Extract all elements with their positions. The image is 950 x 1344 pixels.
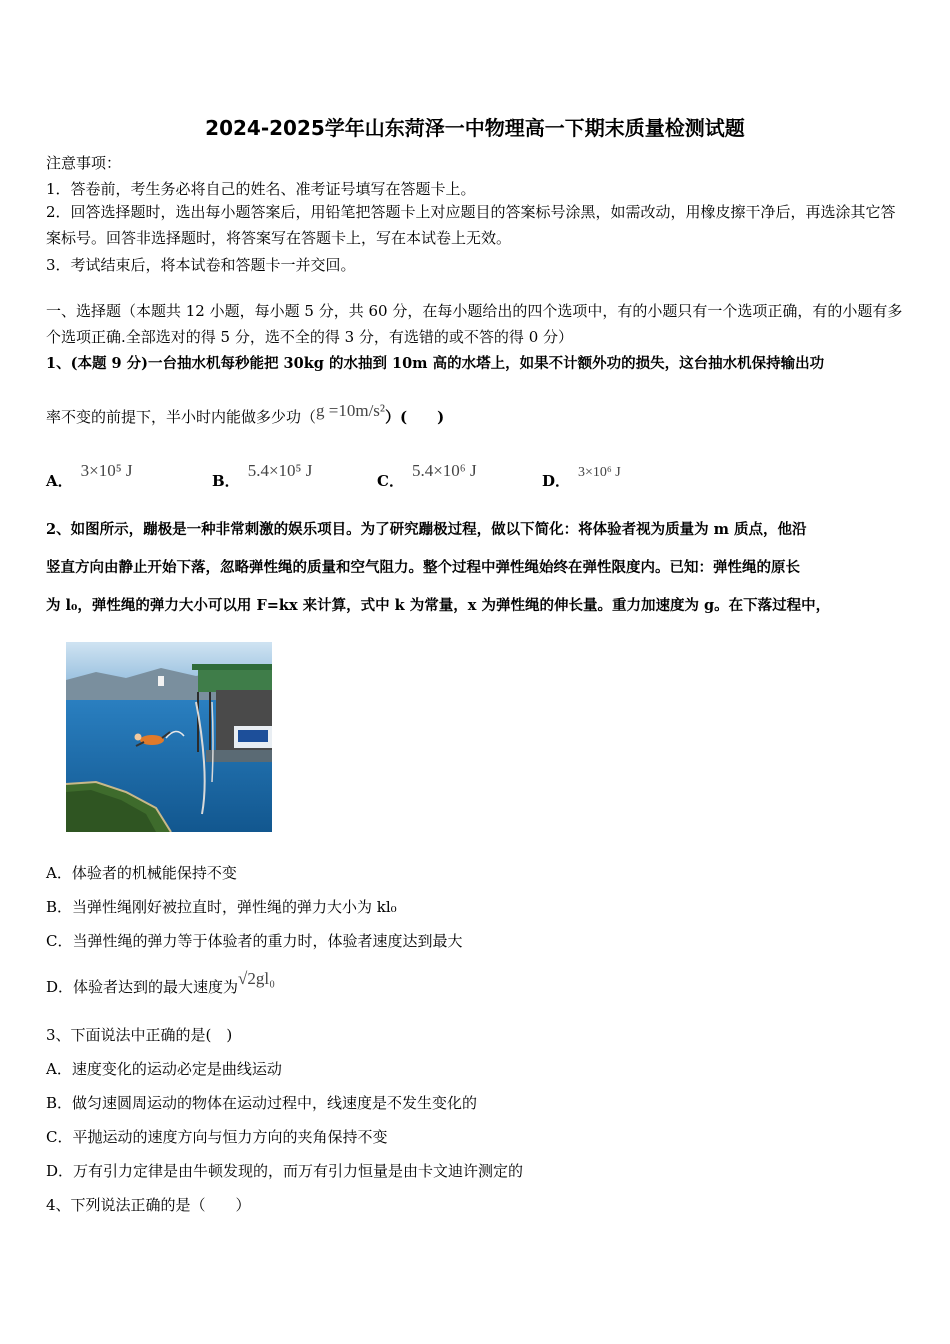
question-2-option-d-formula: √2gl₀ bbox=[238, 969, 276, 988]
question-1-line2 bbox=[46, 401, 445, 427]
question-3-option-a: A．速度变化的运动必定是曲线运动 bbox=[46, 1060, 282, 1078]
section-header: 一、选择题（本题共 12 小题，每小题 5 分，共 60 分，在每小题给出的四个选项中，有的小题只有一个选项正确，有的小题有多个选项正确.全部选对的得 5 分，选不全的得 3 分，有选错的或不答的得 0 分） bbox=[46, 302, 903, 346]
option-label: D． bbox=[542, 472, 571, 490]
question-2-option-a: A．体验者的机械能保持不变 bbox=[46, 864, 237, 882]
option-label: A． bbox=[46, 472, 73, 490]
option-value: 5.4×10⁵ J bbox=[247, 461, 313, 480]
option-value: 5.4×10⁶ J bbox=[411, 461, 477, 480]
option-value: 3×10⁶ J bbox=[578, 465, 621, 480]
question-2-option-d-text: D．体验者达到的最大速度为 bbox=[46, 978, 239, 996]
note-item-1: 1．答卷前，考生务必将自己的姓名、准考证号填写在答题卡上。 bbox=[46, 180, 476, 198]
note-item-3: 3．考试结束后，将本试卷和答题卡一并交回。 bbox=[46, 256, 356, 274]
question-3-stem: 3、下面说法中正确的是( ) bbox=[46, 1026, 233, 1044]
question-1-line1 bbox=[46, 352, 824, 373]
option-label: B． bbox=[212, 472, 240, 490]
question-2-option-b: B．当弹性绳刚好被拉直时，弹性绳的弹力大小为 kl₀ bbox=[46, 898, 397, 916]
question-1-option-b bbox=[212, 461, 313, 491]
notes-heading: 注意事项： bbox=[46, 154, 122, 172]
option-label: C． bbox=[377, 472, 404, 490]
question-3-option-c: C．平抛运动的速度方向与恒力方向的夹角保持不变 bbox=[46, 1128, 388, 1146]
question-2-line1: 2、如图所示，蹦极是一种非常刺激的娱乐项目。为了研究蹦极过程，做以下简化：将体验者视为质量为 m 质点，他沿 bbox=[46, 521, 807, 538]
question-4-stem: 4、下列说法正确的是（ ） bbox=[46, 1196, 251, 1214]
question-1-formula: g =10m/s² bbox=[316, 401, 386, 420]
question-2-line2: 竖直方向由静止开始下落，忽略弹性绳的质量和空气阻力。整个过程中弹性绳始终在弹性限度内。已知：弹性绳的原长 bbox=[46, 559, 800, 576]
exam-title: 2024-2025学年山东菏泽一中物理高一下期末质量检测试题 bbox=[205, 116, 745, 140]
option-value: 3×10⁵ J bbox=[80, 461, 133, 480]
question-1-option-d bbox=[542, 465, 621, 491]
question-2-option-d bbox=[46, 969, 276, 997]
bungee-scene-illustration bbox=[66, 642, 272, 832]
question-1-stem-cont: 率不变的前提下，半小时内能做多少功（ bbox=[46, 408, 317, 426]
question-1-option-a bbox=[46, 461, 133, 491]
note-item-2: 2．回答选择题时，选出每小题答案后，用铅笔把答题卡上对应题目的答案标号涂黑，如需改动，用橡皮擦干净后，再选涂其它答案标号。回答非选择题时，将答案写在答题卡上，写在本试卷上无效。 bbox=[46, 203, 896, 247]
question-1-number: 1、 bbox=[46, 355, 71, 372]
bungee-jump-photo bbox=[66, 642, 272, 832]
question-3-option-b: B．做匀速圆周运动的物体在运动过程中，线速度是不发生变化的 bbox=[46, 1094, 478, 1112]
question-3-option-d: D．万有引力定律是由牛顿发现的，而万有引力恒量是由卡文迪许测定的 bbox=[46, 1162, 524, 1180]
question-1-option-c bbox=[377, 461, 477, 491]
question-1-stem: (本题 9 分)一台抽水机每秒能把 30kg 的水抽到 10m 高的水塔上，如果不计额外功的损失，这台抽水机保持输出功 bbox=[70, 355, 825, 372]
question-2-line3: 为 l₀，弹性绳的弹力大小可以用 F=kx 来计算，式中 k 为常量，x 为弹性绳的伸长量。重力加速度为 g。在下落过程中， bbox=[46, 597, 831, 614]
question-2-option-c: C．当弹性绳的弹力等于体验者的重力时，体验者速度达到最大 bbox=[46, 932, 463, 950]
question-1-bracket: ）( ) bbox=[385, 408, 445, 426]
